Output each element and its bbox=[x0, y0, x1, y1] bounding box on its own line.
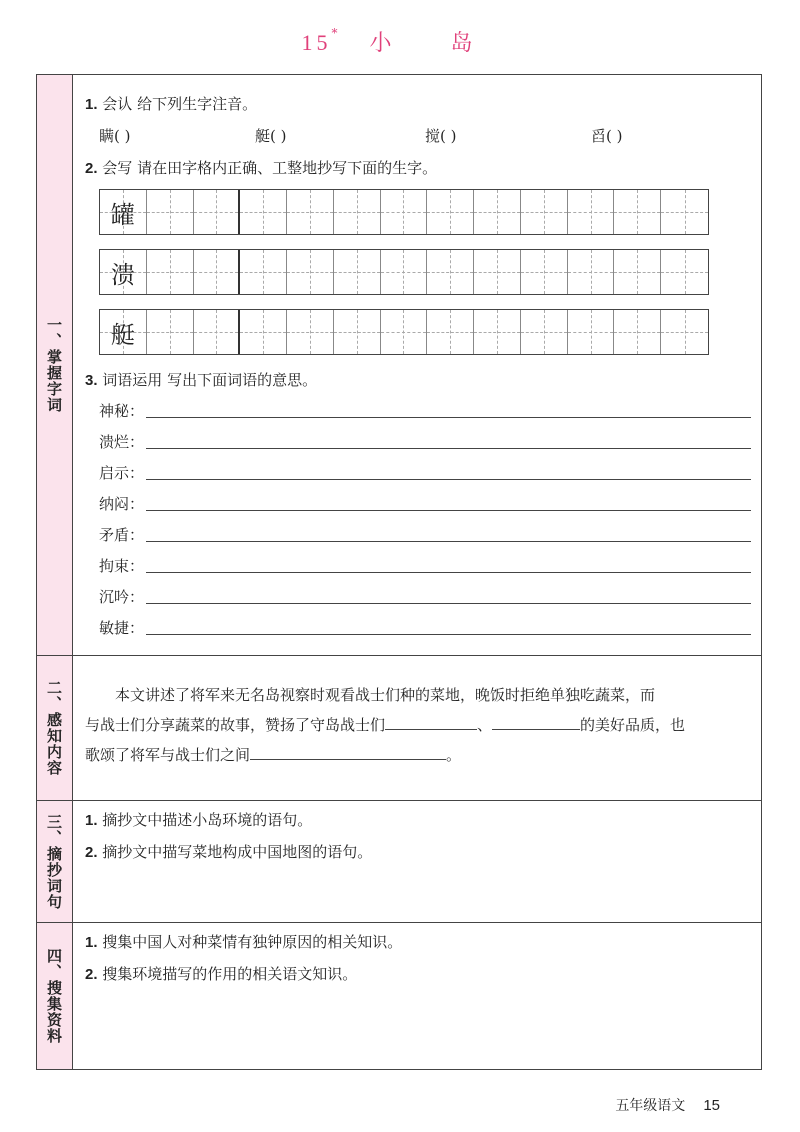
pinyin-item[interactable]: 艇( ) bbox=[255, 127, 287, 145]
lesson-number: 15 bbox=[301, 30, 332, 55]
question-2: 2. 会写 请在田字格内正确、工整地抄写下面的生字。 bbox=[85, 159, 438, 177]
lesson-title bbox=[0, 26, 800, 57]
word-answer-line[interactable]: 神秘： bbox=[99, 395, 751, 421]
question-3: 3. 词语运用 写出下面词语的意思。 bbox=[85, 371, 318, 389]
section-vocabulary bbox=[37, 75, 761, 656]
worksheet-frame bbox=[36, 74, 762, 1070]
grid-cell: 溃 bbox=[100, 250, 147, 294]
pinyin-item[interactable]: 搅( ) bbox=[425, 127, 457, 145]
word-answer-line[interactable]: 溃烂： bbox=[99, 426, 751, 452]
writing-grid-row[interactable] bbox=[99, 309, 709, 355]
page-number: 15 bbox=[703, 1097, 720, 1114]
section-excerpts bbox=[37, 801, 761, 923]
word-answer-line[interactable]: 纳闷： bbox=[99, 488, 751, 514]
writing-grid-row[interactable] bbox=[99, 249, 709, 295]
section-label: 一、掌握字词 bbox=[37, 75, 73, 655]
lesson-name: 小 岛 bbox=[369, 31, 499, 56]
word-answer-line[interactable]: 启示： bbox=[99, 457, 751, 483]
section-label: 三、摘抄词句 bbox=[37, 801, 73, 922]
fill-blank[interactable] bbox=[385, 715, 477, 730]
grid-cell: 罐 bbox=[100, 190, 147, 234]
word-answer-line[interactable]: 沉吟： bbox=[99, 581, 751, 607]
writing-grid-row[interactable] bbox=[99, 189, 709, 235]
fill-blank[interactable] bbox=[250, 745, 446, 760]
summary-paragraph: 本文讲述了将军来无名岛视察时观看战士们种的菜地，晚饭时拒绝单独吃蔬菜，而 与战士们分享蔬菜的故事，赞扬了守岛战士们 、 的美好品质，也 歌颂了将军与战士们之间 。 bbox=[85, 686, 686, 764]
page-footer bbox=[615, 1095, 720, 1115]
question-1: 1. 会认 给下列生字注音。 bbox=[85, 95, 258, 113]
pinyin-item[interactable]: 瞒( ) bbox=[99, 127, 131, 145]
word-answer-line[interactable]: 拘束： bbox=[99, 550, 751, 576]
word-answer-line[interactable]: 矛盾： bbox=[99, 519, 751, 545]
section-label: 四、搜集资料 bbox=[37, 923, 73, 1069]
grid-cell: 艇 bbox=[100, 310, 147, 354]
section-research bbox=[37, 923, 761, 1069]
fill-blank[interactable] bbox=[492, 715, 580, 730]
excerpt-item: 2. 摘抄文中描写菜地构成中国地图的语句。 bbox=[85, 843, 373, 861]
optional-star: * bbox=[331, 26, 342, 40]
section-label: 二、感知内容 bbox=[37, 656, 73, 800]
excerpt-item: 1. 摘抄文中描述小岛环境的语句。 bbox=[85, 811, 313, 829]
pinyin-item[interactable]: 舀( ) bbox=[591, 127, 623, 145]
research-item: 1. 搜集中国人对种菜情有独钟原因的相关知识。 bbox=[85, 933, 403, 951]
section-comprehension bbox=[37, 656, 761, 801]
word-answer-line[interactable]: 敏捷： bbox=[99, 612, 751, 638]
grade-label: 五年级语文 bbox=[615, 1098, 686, 1114]
research-item: 2. 搜集环境描写的作用的相关语文知识。 bbox=[85, 965, 358, 983]
